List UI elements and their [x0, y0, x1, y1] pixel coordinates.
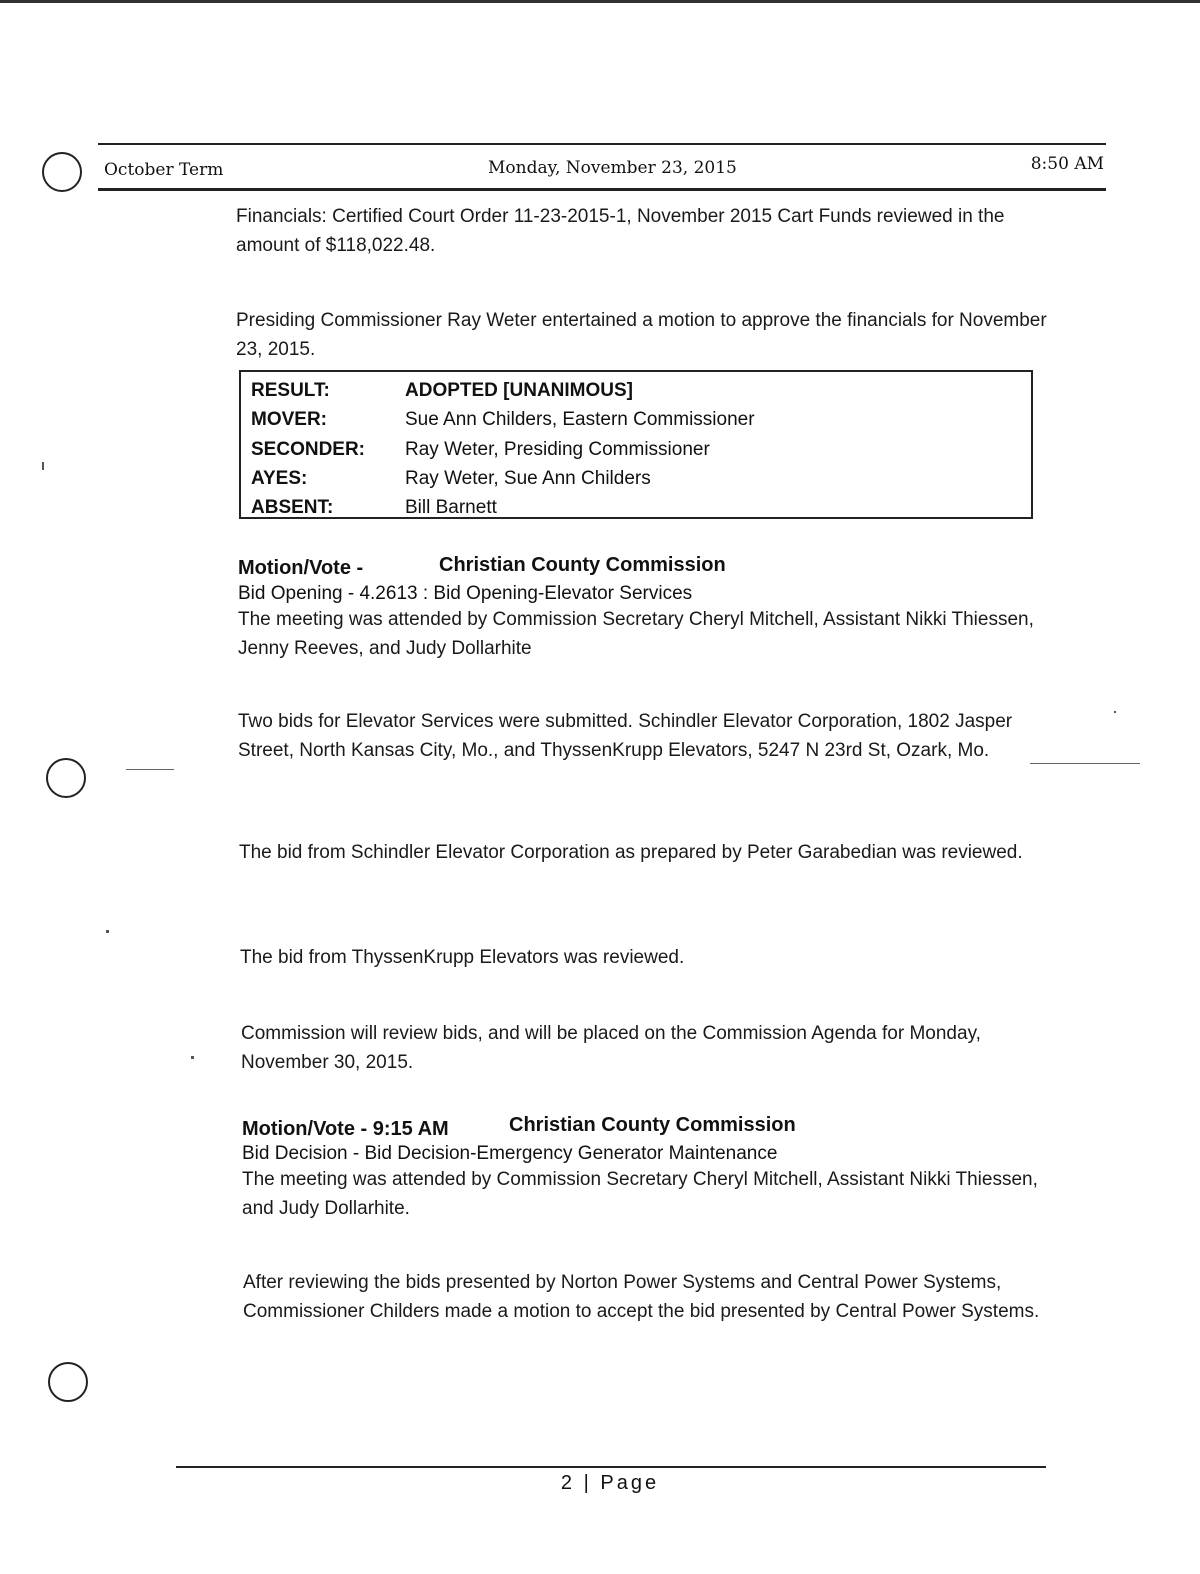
binder-hole-bottom — [48, 1362, 88, 1402]
header-rule-top — [98, 143, 1106, 145]
section2-subtitle: Bid Decision - Bid Decision-Emergency Generator Maintenance — [242, 1143, 778, 1164]
ayes-label: AYES: — [251, 468, 308, 489]
motion-intro-paragraph: Presiding Commissioner Ray Weter entertained a motion to approve the financials for November 23, 2015. — [236, 310, 1047, 360]
section1-attendance: The meeting was attended by Commission Secretary Cheryl Mitchell, Assistant Nikki Thiessen, Jenny Reeves, and Judy Dollarhite — [238, 609, 1034, 659]
scan-speck — [106, 930, 109, 933]
financials-paragraph: Financials: Certified Court Order 11-23-2015-1, November 2015 Cart Funds reviewed in the amount of $118,022.48. — [236, 206, 1005, 256]
header-term: October Term — [104, 160, 224, 180]
section2-body-title: Christian County Commission — [509, 1114, 796, 1136]
seconder-value: Ray Weter, Presiding Commissioner — [405, 439, 710, 460]
section1-subtitle: Bid Opening - 4.2613 : Bid Opening-Elevator Services — [238, 583, 693, 604]
section1-bids-submitted: Two bids for Elevator Services were submitted. Schindler Elevator Corporation, 1802 Jasper Street, North Kansas City, Mo., and ThyssenKrupp Elevators, 5247 N 23rd St, Ozark, Mo. — [238, 711, 1013, 761]
section2-label: Motion/Vote - — [242, 1118, 368, 1140]
result-value: ADOPTED [UNANIMOUS] — [405, 380, 633, 401]
scan-dash-mark — [126, 769, 174, 770]
section1-schindler-review: The bid from Schindler Elevator Corporation as prepared by Peter Garabedian was reviewed. — [239, 842, 1023, 863]
scan-speck — [191, 1056, 194, 1059]
section1-thyssenkrupp-review: The bid from ThyssenKrupp Elevators was reviewed. — [240, 947, 685, 968]
section2-time: 9:15 AM — [372, 1118, 449, 1140]
mover-label: MOVER: — [251, 409, 327, 430]
footer-rule — [176, 1466, 1046, 1468]
section2-motion-label — [242, 1115, 449, 1143]
binder-hole-middle — [46, 758, 86, 798]
binder-hole-top — [42, 152, 82, 192]
scan-top-edge — [0, 0, 1200, 3]
header-time: 8:50 AM — [1030, 154, 1104, 174]
seconder-label: SECONDER: — [251, 439, 366, 460]
result-label: RESULT: — [251, 380, 330, 401]
ayes-value: Ray Weter, Sue Ann Childers — [405, 468, 651, 489]
section1-agenda-note: Commission will review bids, and will be placed on the Commission Agenda for Monday, November 30, 2015. — [241, 1023, 981, 1073]
absent-value: Bill Barnett — [405, 497, 497, 518]
header-rule-bottom — [98, 188, 1106, 191]
scan-dash-mark — [1030, 763, 1140, 764]
section2-decision-paragraph: After reviewing the bids presented by Norton Power Systems and Central Power Systems, Commissioner Childers made a motion to accept the bid presented by Central Power Systems. — [243, 1272, 1040, 1322]
header-date: Monday, November 23, 2015 — [488, 158, 737, 178]
absent-label: ABSENT: — [251, 497, 334, 518]
page-number: 2 | Page — [560, 1472, 660, 1494]
scan-speck — [42, 462, 44, 470]
scan-speck — [1114, 711, 1116, 713]
section1-body-title: Christian County Commission — [439, 554, 726, 576]
vote-result-table — [239, 370, 1033, 519]
section2-attendance: The meeting was attended by Commission Secretary Cheryl Mitchell, Assistant Nikki Thiessen, and Judy Dollarhite. — [242, 1169, 1038, 1219]
mover-value: Sue Ann Childers, Eastern Commissioner — [405, 409, 755, 430]
section1-motion-label: Motion/Vote - — [238, 557, 364, 579]
